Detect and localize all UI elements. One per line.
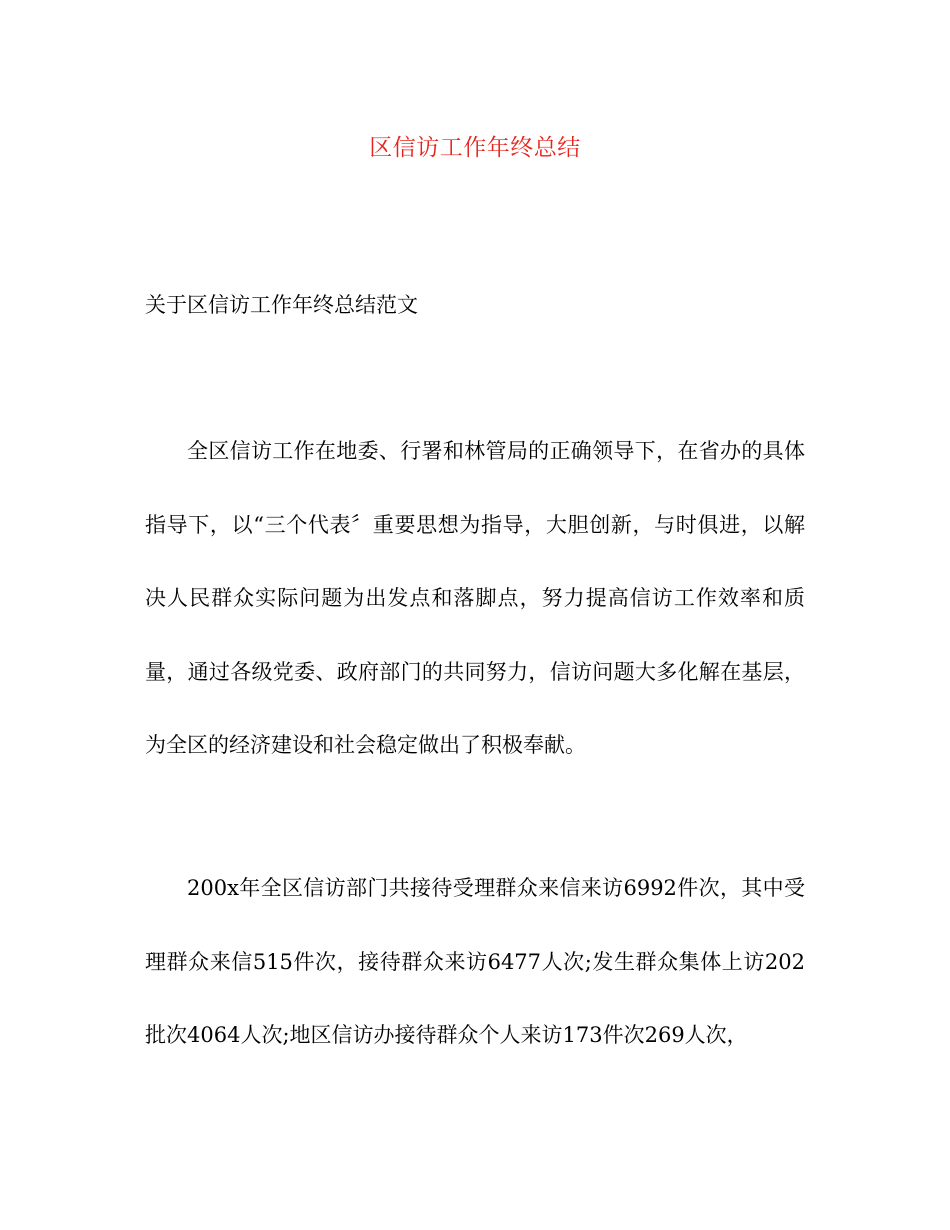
document-title: 区信访工作年终总结 bbox=[369, 135, 581, 161]
document-subtitle: 关于区信访工作年终总结范文 bbox=[145, 293, 418, 317]
body-paragraph-1: 全区信访工作在地委、行署和林管局的正确领导下，在省办的具体指导下，以“三个代表〞重要思想为指导，大胆创新，与时俱进，以解决人民群众实际问题为出发点和落脚点，努力提高信访工作效率和质量，通过各级党委、政府部门的共同努力，信访问题大多化解在基层，为全区的经济建设和社会稳定做出了积极奉献。 bbox=[145, 439, 805, 757]
body-paragraph-2: 200x年全区信访部门共接待受理群众来信来访6992件次，其中受理群众来信515件次，接待群众来访6477人次;发生群众集体上访202批次4064人次;地区信访办接待群众个人来访173件次269人次， bbox=[145, 876, 805, 1047]
